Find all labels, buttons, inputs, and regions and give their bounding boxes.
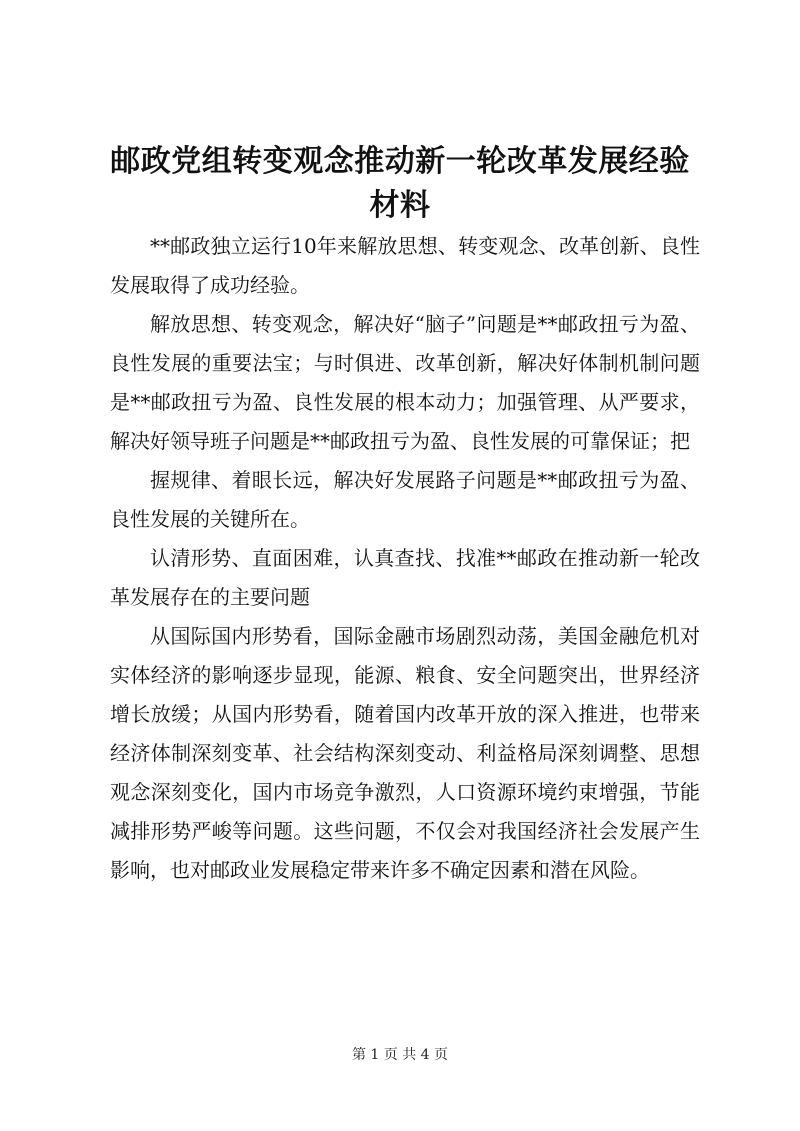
paragraph-5: 从国际国内形势看，国际金融市场剧烈动荡，美国金融危机对实体经济的影响逐步显现，能源、粮食、安全问题突出，世界经济增长放缓；从国内形势看，随着国内改革开放的深入推进，也带来经济体制深刻变革、社会结构深刻变动、利益格局深刻调整、思想观念深刻变化，国内市场竞争激烈，人口资源环境约束增强，节能减排形势严峻等问题。这些问题，不仅会对我国经济社会发展产生影响，也对邮政业发展稳定带来许多不确定因素和潜在风险。: [110, 624, 700, 882]
paragraph-3: 握规律、着眼长远，解决好发展路子问题是**邮政扭亏为盈、良性发展的关键所在。: [110, 468, 700, 531]
paragraph-1: **邮政独立运行10年来解放思想、转变观念、改革创新、良性发展取得了成功经验。: [110, 234, 700, 297]
paragraph-4: 认清形势、直面困难，认真查找、找准**邮政在推动新一轮改革发展存在的主要问题: [110, 546, 700, 609]
document-body: [110, 227, 700, 890]
page-footer: 第 1 页 共 4 页: [351, 1047, 449, 1063]
paragraph-2: 解放思想、转变观念，解决好“脑子”问题是**邮政扭亏为盈、良性发展的重要法宝；与时俱进、改革创新，解决好体制机制问题是**邮政扭亏为盈、良性发展的根本动力；加强管理、从严要求，解决好领导班子问题是**邮政扭亏为盈、良性发展的可靠保证；把: [110, 312, 700, 453]
document-title: 邮政党组转变观念推动新一轮改革发展经验材料: [110, 144, 690, 223]
